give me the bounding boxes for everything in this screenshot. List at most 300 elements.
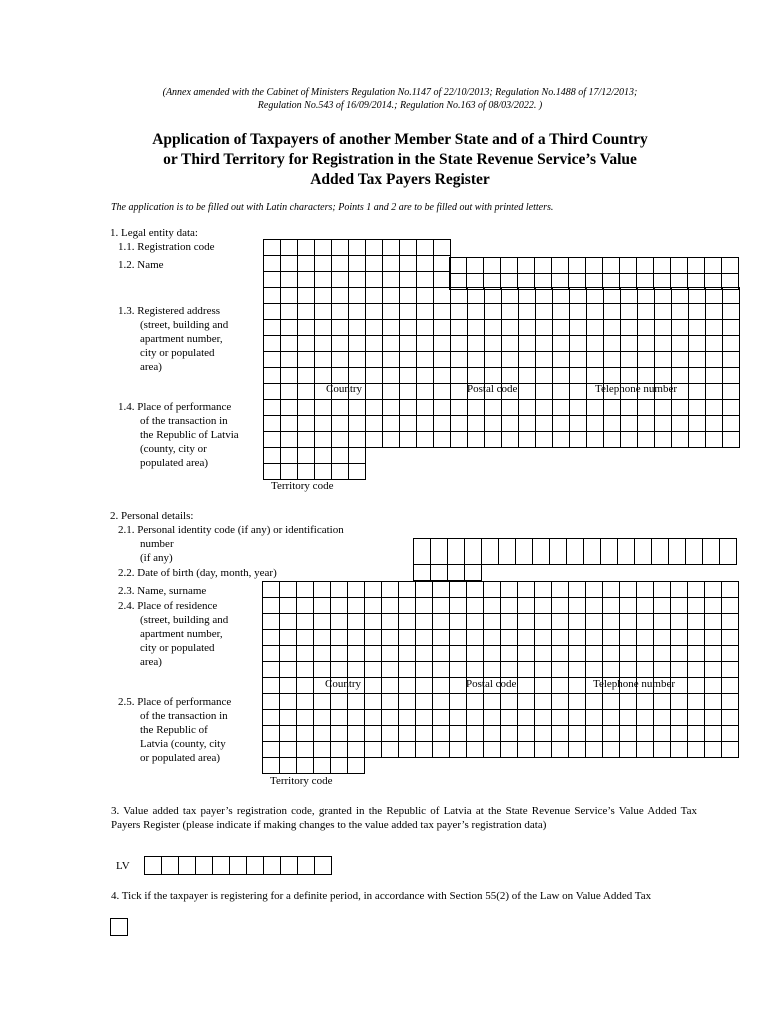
residence-cell[interactable] xyxy=(501,630,518,646)
place2-cell[interactable] xyxy=(416,742,433,758)
residence-cell[interactable] xyxy=(637,614,654,630)
registration-code-cell[interactable] xyxy=(315,240,332,256)
name-cell[interactable] xyxy=(383,272,400,288)
address-cell[interactable] xyxy=(349,320,366,336)
name-cell[interactable] xyxy=(535,258,552,274)
place-cell[interactable] xyxy=(587,400,604,416)
address-cell[interactable] xyxy=(434,352,451,368)
residence-cell[interactable] xyxy=(314,614,331,630)
residence-cell[interactable] xyxy=(450,678,467,694)
residence-cell[interactable] xyxy=(705,630,722,646)
place2-cell[interactable] xyxy=(603,726,620,742)
residence-cell[interactable] xyxy=(569,662,586,678)
name-cell[interactable] xyxy=(722,258,739,274)
place-cell[interactable] xyxy=(451,432,468,448)
residence-cell[interactable] xyxy=(297,662,314,678)
residence-cell[interactable] xyxy=(535,614,552,630)
address-cell[interactable] xyxy=(689,320,706,336)
address-cell[interactable] xyxy=(366,320,383,336)
residence-cell[interactable] xyxy=(722,582,739,598)
address-cell[interactable] xyxy=(536,384,553,400)
name-cell[interactable] xyxy=(417,256,434,272)
residence-cell[interactable] xyxy=(654,630,671,646)
address-cell[interactable] xyxy=(502,384,519,400)
name-cell[interactable] xyxy=(264,272,281,288)
place-cell[interactable] xyxy=(706,416,723,432)
address-cell[interactable] xyxy=(536,352,553,368)
residence-cell[interactable] xyxy=(671,678,688,694)
address-cell[interactable] xyxy=(315,304,332,320)
place-cell[interactable] xyxy=(332,432,349,448)
residence-cell[interactable] xyxy=(331,582,348,598)
residence-cell[interactable] xyxy=(705,662,722,678)
place2-cell[interactable] xyxy=(586,742,603,758)
address-cell[interactable] xyxy=(281,352,298,368)
place2-cell[interactable] xyxy=(552,726,569,742)
place2-cell[interactable] xyxy=(450,694,467,710)
residence-cell[interactable] xyxy=(620,630,637,646)
vat-code-cell[interactable] xyxy=(145,857,162,875)
residence-cell[interactable] xyxy=(416,582,433,598)
place2-cell[interactable] xyxy=(518,694,535,710)
place2-cell[interactable] xyxy=(569,726,586,742)
place2-cell[interactable] xyxy=(620,742,637,758)
personal-code-cell[interactable] xyxy=(635,539,652,565)
place2-cell[interactable] xyxy=(722,694,739,710)
place2-cell[interactable] xyxy=(603,742,620,758)
residence-cell[interactable] xyxy=(603,662,620,678)
address-cell[interactable] xyxy=(655,368,672,384)
place-cell[interactable] xyxy=(298,432,315,448)
residence-cell[interactable] xyxy=(620,614,637,630)
address-cell[interactable] xyxy=(434,288,451,304)
address-cell[interactable] xyxy=(468,384,485,400)
vat-code-cell[interactable] xyxy=(213,857,230,875)
residence-cell[interactable] xyxy=(586,582,603,598)
vat-code-cell[interactable] xyxy=(247,857,264,875)
residence-cell[interactable] xyxy=(688,614,705,630)
address-cell[interactable] xyxy=(315,336,332,352)
place2-cell[interactable] xyxy=(280,710,297,726)
place-cell[interactable] xyxy=(315,416,332,432)
address-cell[interactable] xyxy=(553,320,570,336)
place2-cell[interactable] xyxy=(297,694,314,710)
place2-cell[interactable] xyxy=(484,742,501,758)
address-cell[interactable] xyxy=(298,336,315,352)
personal-code-cell[interactable] xyxy=(414,539,431,565)
address-cell[interactable] xyxy=(468,352,485,368)
residence-cell[interactable] xyxy=(603,614,620,630)
address-cell[interactable] xyxy=(655,320,672,336)
residence-cell[interactable] xyxy=(297,678,314,694)
residence-cell[interactable] xyxy=(416,662,433,678)
address-cell[interactable] xyxy=(383,368,400,384)
residence-cell[interactable] xyxy=(280,646,297,662)
place2-cell[interactable] xyxy=(382,710,399,726)
residence-cell[interactable] xyxy=(603,630,620,646)
place2-cell[interactable] xyxy=(331,726,348,742)
territory-code-cell[interactable] xyxy=(349,464,366,480)
name-cell[interactable] xyxy=(450,258,467,274)
address-cell[interactable] xyxy=(570,368,587,384)
residence-cell[interactable] xyxy=(535,630,552,646)
residence-cell[interactable] xyxy=(331,662,348,678)
place2-cell[interactable] xyxy=(671,710,688,726)
residence-cell[interactable] xyxy=(518,630,535,646)
residence-cell[interactable] xyxy=(314,646,331,662)
address-cell[interactable] xyxy=(536,304,553,320)
residence-cell[interactable] xyxy=(603,598,620,614)
place2-cell[interactable] xyxy=(637,742,654,758)
territory-code-cell-2[interactable] xyxy=(314,758,331,774)
address-cell[interactable] xyxy=(689,336,706,352)
address-cell[interactable] xyxy=(366,368,383,384)
place-cell[interactable] xyxy=(298,400,315,416)
address-cell[interactable] xyxy=(706,336,723,352)
personal-code-cell[interactable] xyxy=(601,539,618,565)
residence-cell[interactable] xyxy=(518,598,535,614)
address-cell[interactable] xyxy=(349,288,366,304)
place2-cell[interactable] xyxy=(654,742,671,758)
residence-cell[interactable] xyxy=(518,646,535,662)
address-cell[interactable] xyxy=(502,320,519,336)
place2-cell[interactable] xyxy=(501,726,518,742)
registration-code-cell[interactable] xyxy=(400,240,417,256)
place-cell[interactable] xyxy=(638,400,655,416)
residence-cell[interactable] xyxy=(263,614,280,630)
address-cell[interactable] xyxy=(366,304,383,320)
place-cell[interactable] xyxy=(400,416,417,432)
registration-code-cell[interactable] xyxy=(417,240,434,256)
address-cell[interactable] xyxy=(315,320,332,336)
address-cell[interactable] xyxy=(400,352,417,368)
residence-cell[interactable] xyxy=(637,630,654,646)
place-cell[interactable] xyxy=(689,432,706,448)
residence-cell[interactable] xyxy=(348,630,365,646)
residence-cell[interactable] xyxy=(637,662,654,678)
address-cell[interactable] xyxy=(587,384,604,400)
address-cell[interactable] xyxy=(672,304,689,320)
territory-code-cell[interactable] xyxy=(315,448,332,464)
address-cell[interactable] xyxy=(298,320,315,336)
residence-cell[interactable] xyxy=(280,678,297,694)
address-cell[interactable] xyxy=(638,320,655,336)
residence-cell[interactable] xyxy=(433,614,450,630)
residence-cell[interactable] xyxy=(382,630,399,646)
address-cell[interactable] xyxy=(451,304,468,320)
place-cell[interactable] xyxy=(383,432,400,448)
name-cell[interactable] xyxy=(298,272,315,288)
place-cell[interactable] xyxy=(485,416,502,432)
place-cell[interactable] xyxy=(417,432,434,448)
vat-code-cell[interactable] xyxy=(264,857,281,875)
place2-cell[interactable] xyxy=(620,726,637,742)
residence-cell[interactable] xyxy=(501,582,518,598)
address-cell[interactable] xyxy=(281,304,298,320)
address-cell[interactable] xyxy=(315,352,332,368)
place2-cell[interactable] xyxy=(314,726,331,742)
place2-cell[interactable] xyxy=(467,710,484,726)
residence-cell[interactable] xyxy=(518,662,535,678)
residence-cell[interactable] xyxy=(722,614,739,630)
territory-code-cell-2[interactable] xyxy=(331,758,348,774)
place-cell[interactable] xyxy=(264,416,281,432)
address-cell[interactable] xyxy=(502,368,519,384)
residence-cell[interactable] xyxy=(637,582,654,598)
address-cell[interactable] xyxy=(434,304,451,320)
residence-cell[interactable] xyxy=(484,598,501,614)
residence-cell[interactable] xyxy=(671,646,688,662)
place2-cell[interactable] xyxy=(484,726,501,742)
name-cell[interactable] xyxy=(349,272,366,288)
place2-cell[interactable] xyxy=(603,694,620,710)
address-cell[interactable] xyxy=(417,368,434,384)
place2-cell[interactable] xyxy=(688,726,705,742)
residence-cell[interactable] xyxy=(705,646,722,662)
residence-cell[interactable] xyxy=(467,646,484,662)
residence-cell[interactable] xyxy=(450,662,467,678)
address-cell[interactable] xyxy=(553,336,570,352)
residence-cell[interactable] xyxy=(399,598,416,614)
place2-cell[interactable] xyxy=(671,726,688,742)
residence-cell[interactable] xyxy=(654,614,671,630)
residence-cell[interactable] xyxy=(348,598,365,614)
territory-code-cell-2[interactable] xyxy=(280,758,297,774)
place-cell[interactable] xyxy=(366,400,383,416)
personal-code-cell[interactable] xyxy=(669,539,686,565)
residence-cell[interactable] xyxy=(620,662,637,678)
place2-cell[interactable] xyxy=(671,742,688,758)
place-cell[interactable] xyxy=(689,400,706,416)
residence-cell[interactable] xyxy=(722,678,739,694)
address-cell[interactable] xyxy=(264,352,281,368)
name-cell[interactable] xyxy=(332,272,349,288)
place2-cell[interactable] xyxy=(688,742,705,758)
place2-cell[interactable] xyxy=(331,710,348,726)
residence-cell[interactable] xyxy=(620,678,637,694)
place2-cell[interactable] xyxy=(297,742,314,758)
place-cell[interactable] xyxy=(655,400,672,416)
residence-cell[interactable] xyxy=(365,582,382,598)
place2-cell[interactable] xyxy=(535,726,552,742)
address-cell[interactable] xyxy=(485,368,502,384)
residence-cell[interactable] xyxy=(569,582,586,598)
place-cell[interactable] xyxy=(604,400,621,416)
territory-code-cell-2[interactable] xyxy=(297,758,314,774)
place2-cell[interactable] xyxy=(552,742,569,758)
place-cell[interactable] xyxy=(281,400,298,416)
place2-cell[interactable] xyxy=(450,742,467,758)
place2-cell[interactable] xyxy=(399,694,416,710)
place2-cell[interactable] xyxy=(501,694,518,710)
address-cell[interactable] xyxy=(264,336,281,352)
address-cell[interactable] xyxy=(485,320,502,336)
address-cell[interactable] xyxy=(349,336,366,352)
residence-cell[interactable] xyxy=(518,678,535,694)
address-cell[interactable] xyxy=(604,368,621,384)
place-cell[interactable] xyxy=(706,432,723,448)
address-cell[interactable] xyxy=(451,368,468,384)
residence-cell[interactable] xyxy=(552,582,569,598)
address-cell[interactable] xyxy=(672,368,689,384)
place-cell[interactable] xyxy=(366,432,383,448)
residence-cell[interactable] xyxy=(280,598,297,614)
place2-cell[interactable] xyxy=(280,742,297,758)
residence-cell[interactable] xyxy=(416,614,433,630)
place-cell[interactable] xyxy=(655,432,672,448)
address-cell[interactable] xyxy=(519,368,536,384)
address-cell[interactable] xyxy=(434,384,451,400)
name-cell[interactable] xyxy=(264,256,281,272)
residence-cell[interactable] xyxy=(671,630,688,646)
residence-cell[interactable] xyxy=(467,598,484,614)
residence-cell[interactable] xyxy=(671,582,688,598)
address-cell[interactable] xyxy=(264,288,281,304)
place2-cell[interactable] xyxy=(535,694,552,710)
address-cell[interactable] xyxy=(281,336,298,352)
address-cell[interactable] xyxy=(502,336,519,352)
place-cell[interactable] xyxy=(315,400,332,416)
residence-cell[interactable] xyxy=(654,598,671,614)
residence-cell[interactable] xyxy=(331,646,348,662)
name-cell[interactable] xyxy=(501,258,518,274)
residence-cell[interactable] xyxy=(382,646,399,662)
address-cell[interactable] xyxy=(383,320,400,336)
personal-code-cell[interactable] xyxy=(567,539,584,565)
place2-cell[interactable] xyxy=(620,710,637,726)
place-cell[interactable] xyxy=(553,400,570,416)
place-cell[interactable] xyxy=(468,416,485,432)
address-cell[interactable] xyxy=(400,336,417,352)
place2-cell[interactable] xyxy=(722,726,739,742)
residence-cell[interactable] xyxy=(552,630,569,646)
name-cell[interactable] xyxy=(671,258,688,274)
address-cell[interactable] xyxy=(553,304,570,320)
address-cell[interactable] xyxy=(451,336,468,352)
residence-cell[interactable] xyxy=(365,630,382,646)
residence-cell[interactable] xyxy=(620,598,637,614)
address-cell[interactable] xyxy=(570,384,587,400)
territory-code-cell[interactable] xyxy=(298,464,315,480)
personal-code-cell[interactable] xyxy=(516,539,533,565)
place-cell[interactable] xyxy=(434,416,451,432)
residence-cell[interactable] xyxy=(263,678,280,694)
address-cell[interactable] xyxy=(485,352,502,368)
place-cell[interactable] xyxy=(604,416,621,432)
place-cell[interactable] xyxy=(587,432,604,448)
place2-cell[interactable] xyxy=(365,742,382,758)
address-cell[interactable] xyxy=(604,320,621,336)
address-cell[interactable] xyxy=(281,288,298,304)
address-cell[interactable] xyxy=(638,304,655,320)
vat-code-cell[interactable] xyxy=(230,857,247,875)
place2-cell[interactable] xyxy=(450,710,467,726)
place2-cell[interactable] xyxy=(399,726,416,742)
address-cell[interactable] xyxy=(434,320,451,336)
residence-cell[interactable] xyxy=(688,662,705,678)
place2-cell[interactable] xyxy=(467,742,484,758)
place2-cell[interactable] xyxy=(467,694,484,710)
residence-cell[interactable] xyxy=(416,678,433,694)
residence-cell[interactable] xyxy=(331,614,348,630)
residence-cell[interactable] xyxy=(501,646,518,662)
residence-cell[interactable] xyxy=(365,614,382,630)
residence-cell[interactable] xyxy=(331,678,348,694)
address-cell[interactable] xyxy=(553,352,570,368)
residence-cell[interactable] xyxy=(280,582,297,598)
residence-cell[interactable] xyxy=(552,598,569,614)
place2-cell[interactable] xyxy=(586,710,603,726)
place2-cell[interactable] xyxy=(365,726,382,742)
address-cell[interactable] xyxy=(349,304,366,320)
place-cell[interactable] xyxy=(587,416,604,432)
personal-code-cell[interactable] xyxy=(652,539,669,565)
place2-cell[interactable] xyxy=(552,694,569,710)
residence-cell[interactable] xyxy=(365,678,382,694)
place2-cell[interactable] xyxy=(705,742,722,758)
personal-code-cell[interactable] xyxy=(465,539,482,565)
place2-cell[interactable] xyxy=(365,694,382,710)
residence-cell[interactable] xyxy=(297,582,314,598)
address-cell[interactable] xyxy=(417,304,434,320)
place2-cell[interactable] xyxy=(569,742,586,758)
place2-cell[interactable] xyxy=(297,710,314,726)
residence-cell[interactable] xyxy=(314,630,331,646)
vat-code-cell[interactable] xyxy=(179,857,196,875)
address-cell[interactable] xyxy=(468,304,485,320)
place-cell[interactable] xyxy=(536,432,553,448)
place-cell[interactable] xyxy=(349,432,366,448)
residence-cell[interactable] xyxy=(399,678,416,694)
residence-cell[interactable] xyxy=(467,662,484,678)
address-cell[interactable] xyxy=(349,384,366,400)
place-cell[interactable] xyxy=(332,416,349,432)
residence-cell[interactable] xyxy=(382,598,399,614)
residence-cell[interactable] xyxy=(484,582,501,598)
residence-cell[interactable] xyxy=(484,678,501,694)
residence-cell[interactable] xyxy=(518,582,535,598)
residence-cell[interactable] xyxy=(501,598,518,614)
address-cell[interactable] xyxy=(723,368,740,384)
place-cell[interactable] xyxy=(281,432,298,448)
registration-code-cell[interactable] xyxy=(434,240,451,256)
place2-cell[interactable] xyxy=(348,726,365,742)
place-cell[interactable] xyxy=(621,400,638,416)
place2-cell[interactable] xyxy=(501,710,518,726)
address-cell[interactable] xyxy=(502,352,519,368)
place2-cell[interactable] xyxy=(467,726,484,742)
territory-code-cell[interactable] xyxy=(264,448,281,464)
address-cell[interactable] xyxy=(366,384,383,400)
place-cell[interactable] xyxy=(468,400,485,416)
address-cell[interactable] xyxy=(298,304,315,320)
territory-code-cell-2[interactable] xyxy=(348,758,365,774)
residence-cell[interactable] xyxy=(467,630,484,646)
residence-cell[interactable] xyxy=(705,614,722,630)
address-cell[interactable] xyxy=(689,304,706,320)
date-of-birth-cell[interactable] xyxy=(465,565,482,581)
address-cell[interactable] xyxy=(366,336,383,352)
place-cell[interactable] xyxy=(638,432,655,448)
address-cell[interactable] xyxy=(400,304,417,320)
address-cell[interactable] xyxy=(655,336,672,352)
place-cell[interactable] xyxy=(349,400,366,416)
residence-cell[interactable] xyxy=(671,662,688,678)
residence-cell[interactable] xyxy=(382,662,399,678)
place-cell[interactable] xyxy=(723,416,740,432)
place-cell[interactable] xyxy=(451,400,468,416)
residence-cell[interactable] xyxy=(688,630,705,646)
